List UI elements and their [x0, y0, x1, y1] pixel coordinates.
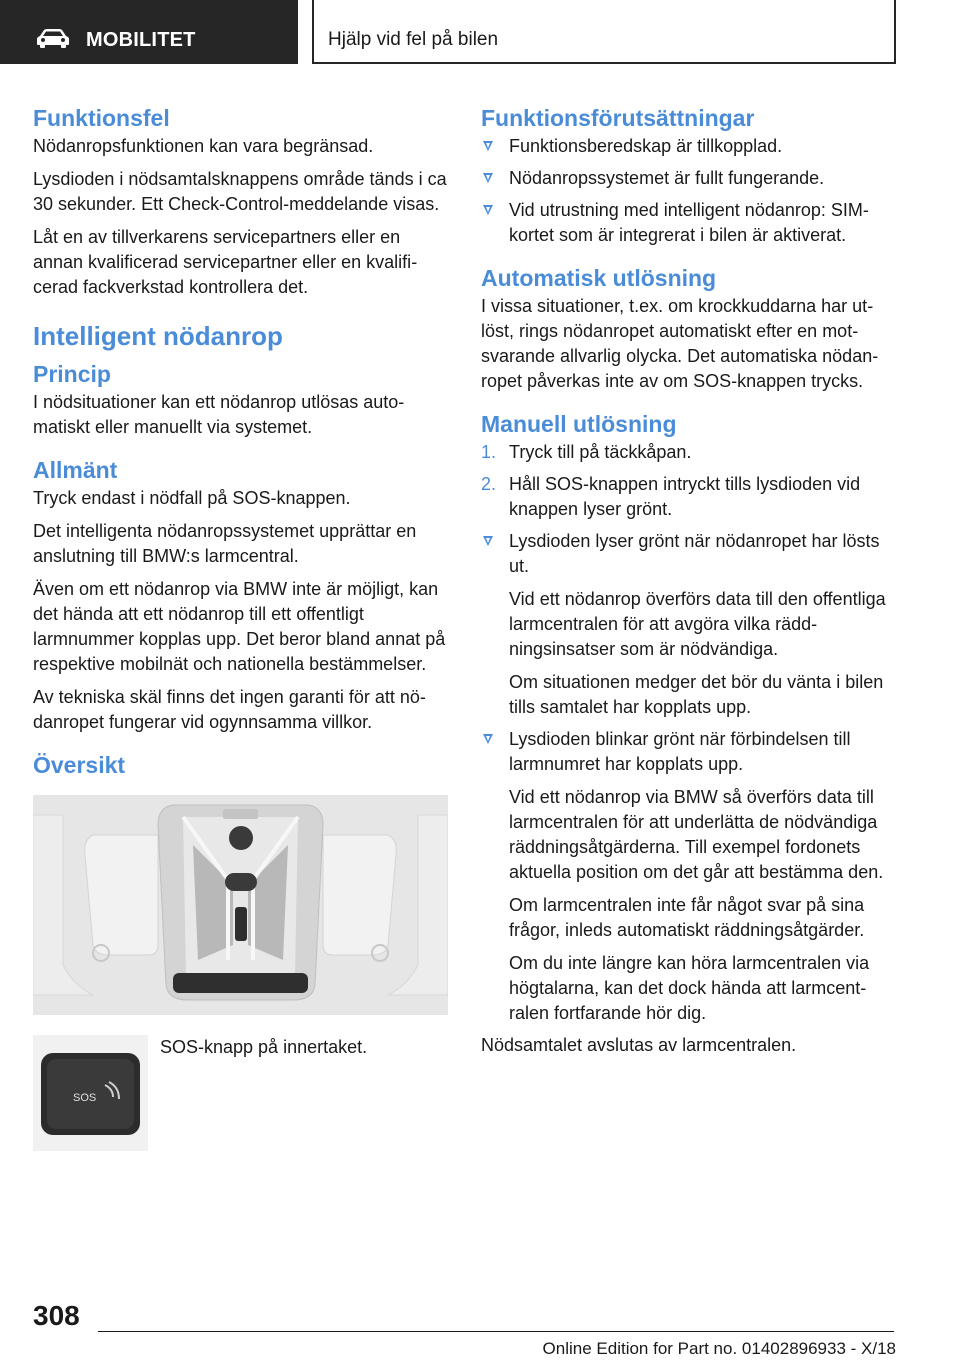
chapter-title: Hjälp vid fel på bilen: [328, 29, 499, 50]
paragraph: Även om ett nödanrop via BMW inte är möjligt, kan det hända att ett nödanrop till ett offentligt larmnummer kopplas upp. Det beror bland annat på respektive mobilnät och nationella bestämmelser.: [33, 579, 446, 674]
heading-allmant: Allmänt: [33, 457, 118, 483]
step-number: 1.: [481, 442, 497, 462]
heading-manuell-utlosning: Manuell utlösning: [481, 411, 677, 437]
right-column: [481, 100, 896, 1066]
step-number: 2.: [481, 474, 497, 494]
paragraph: I vissa situationer, t.ex. om krockkuddarna har utlöst, rings nödanropet automatiskt efter en motsvarande allvarlig olycka. Det automatiska nödanropet påverkas inte av om SOS-knappen trycks.: [481, 296, 879, 391]
triangle-bullet-icon: [483, 173, 493, 183]
section-title: MOBILITET: [86, 29, 196, 51]
roof-console-photo: [33, 795, 448, 1015]
manual-steps-list: [481, 440, 896, 1026]
triangle-bullet-icon: [483, 536, 493, 546]
section-tab: [0, 0, 298, 64]
paragraph: Nödsamtalet avslutas av larmcentralen.: [481, 1035, 797, 1055]
footer-divider: [98, 1331, 894, 1332]
heading-princip: Princip: [33, 361, 111, 387]
paragraph: Nödanropsfunktionen kan vara begränsad.: [33, 136, 374, 156]
list-item: 1. Tryck till på täckkåpan.: [481, 440, 896, 465]
sos-button-icon: [33, 1035, 148, 1151]
paragraph: Det intelligenta nödanropssystemet upprättar en anslutning till BMW:s larmcentral.: [33, 521, 417, 566]
sos-button-thumbnail: [33, 1035, 148, 1151]
paragraph: Låt en av tillverkarens servicepartners eller en annan kvalificerad servicepartner eller en kvalificerad fackverkstad kontrollera det.: [33, 227, 418, 297]
left-column: [33, 100, 448, 1151]
list-item: Funktionsberedskap är tillkopplad.: [481, 134, 896, 159]
list-item: Lysdioden blinkar grönt när förbindelsen till larmnumret har kopplats upp. Vid ett nödanrop via BMW så överförs data till larmcentralen för att underlätta de nödvändiga räddningsåtgärderna. Till exempel fordonets aktuella position om det går att bestämma den. Om larmcentralen inte får något svar på sina frågor, inleds automatiskt räddningsåtgärder. Om du inte längre kan höra larmcentralen via högtalarna, kan det dock hända att larmcentralen fortfarande hör dig.: [481, 727, 896, 1026]
edition-note: Online Edition for Part no. 01402896933 - X/18: [542, 1339, 896, 1358]
heading-intelligent-nodanrop: Intelligent nödanrop: [33, 321, 283, 351]
requirements-list: [481, 134, 896, 248]
paragraph: I nödsituationer kan ett nödanrop utlösas automatiskt eller manuellt via systemet.: [33, 392, 405, 437]
heading-automatisk-utlosning: Automatisk utlösning: [481, 265, 717, 291]
heading-funktionsfel: Funktionsfel: [33, 105, 170, 131]
triangle-bullet-icon: [483, 205, 493, 215]
figure-caption: SOS-knapp på innertaket.: [160, 1037, 368, 1057]
heading-oversikt: Översikt: [33, 752, 126, 778]
triangle-bullet-icon: [483, 141, 493, 151]
list-item: Lysdioden lyser grönt när nödanropet har lösts ut. Vid ett nödanrop överförs data till den offentliga larmcentralen för att avgöra vilka räddningsinsatser som är nödvändiga. Om situationen medger det bör du vänta i bilen tills samtalet har kopplats upp.: [481, 529, 896, 720]
list-item: Nödanropssystemet är fullt fungerande.: [481, 166, 896, 191]
roof-console-illustration: [33, 795, 448, 1015]
heading-funktionsforutsattningar: Funktionsförutsättningar: [481, 105, 755, 131]
paragraph: Av tekniska skäl finns det ingen garanti för att nödanropet fungerar vid ogynnsamma villkor.: [33, 687, 426, 732]
paragraph: Tryck endast i nödfall på SOS-knappen.: [33, 488, 351, 508]
chapter-tab: [312, 0, 896, 64]
page-number: 308: [33, 1300, 80, 1331]
car-icon: [36, 28, 70, 48]
triangle-bullet-icon: [483, 734, 493, 744]
list-item: Vid utrustning med intelligent nödanrop: SIM-kortet som är integrerat i bilen är aktiverat.: [481, 198, 896, 248]
list-item: 2. Håll SOS-knappen intryckt tills lysdioden vid knappen lyser grönt.: [481, 474, 861, 519]
paragraph: Lysdioden i nödsamtalsknappens område tänds i ca 30 sekunder. Ett Check-Control-meddelande visas.: [33, 169, 447, 214]
sos-label: SOS: [73, 1092, 97, 1104]
sos-figure: [33, 1035, 448, 1151]
